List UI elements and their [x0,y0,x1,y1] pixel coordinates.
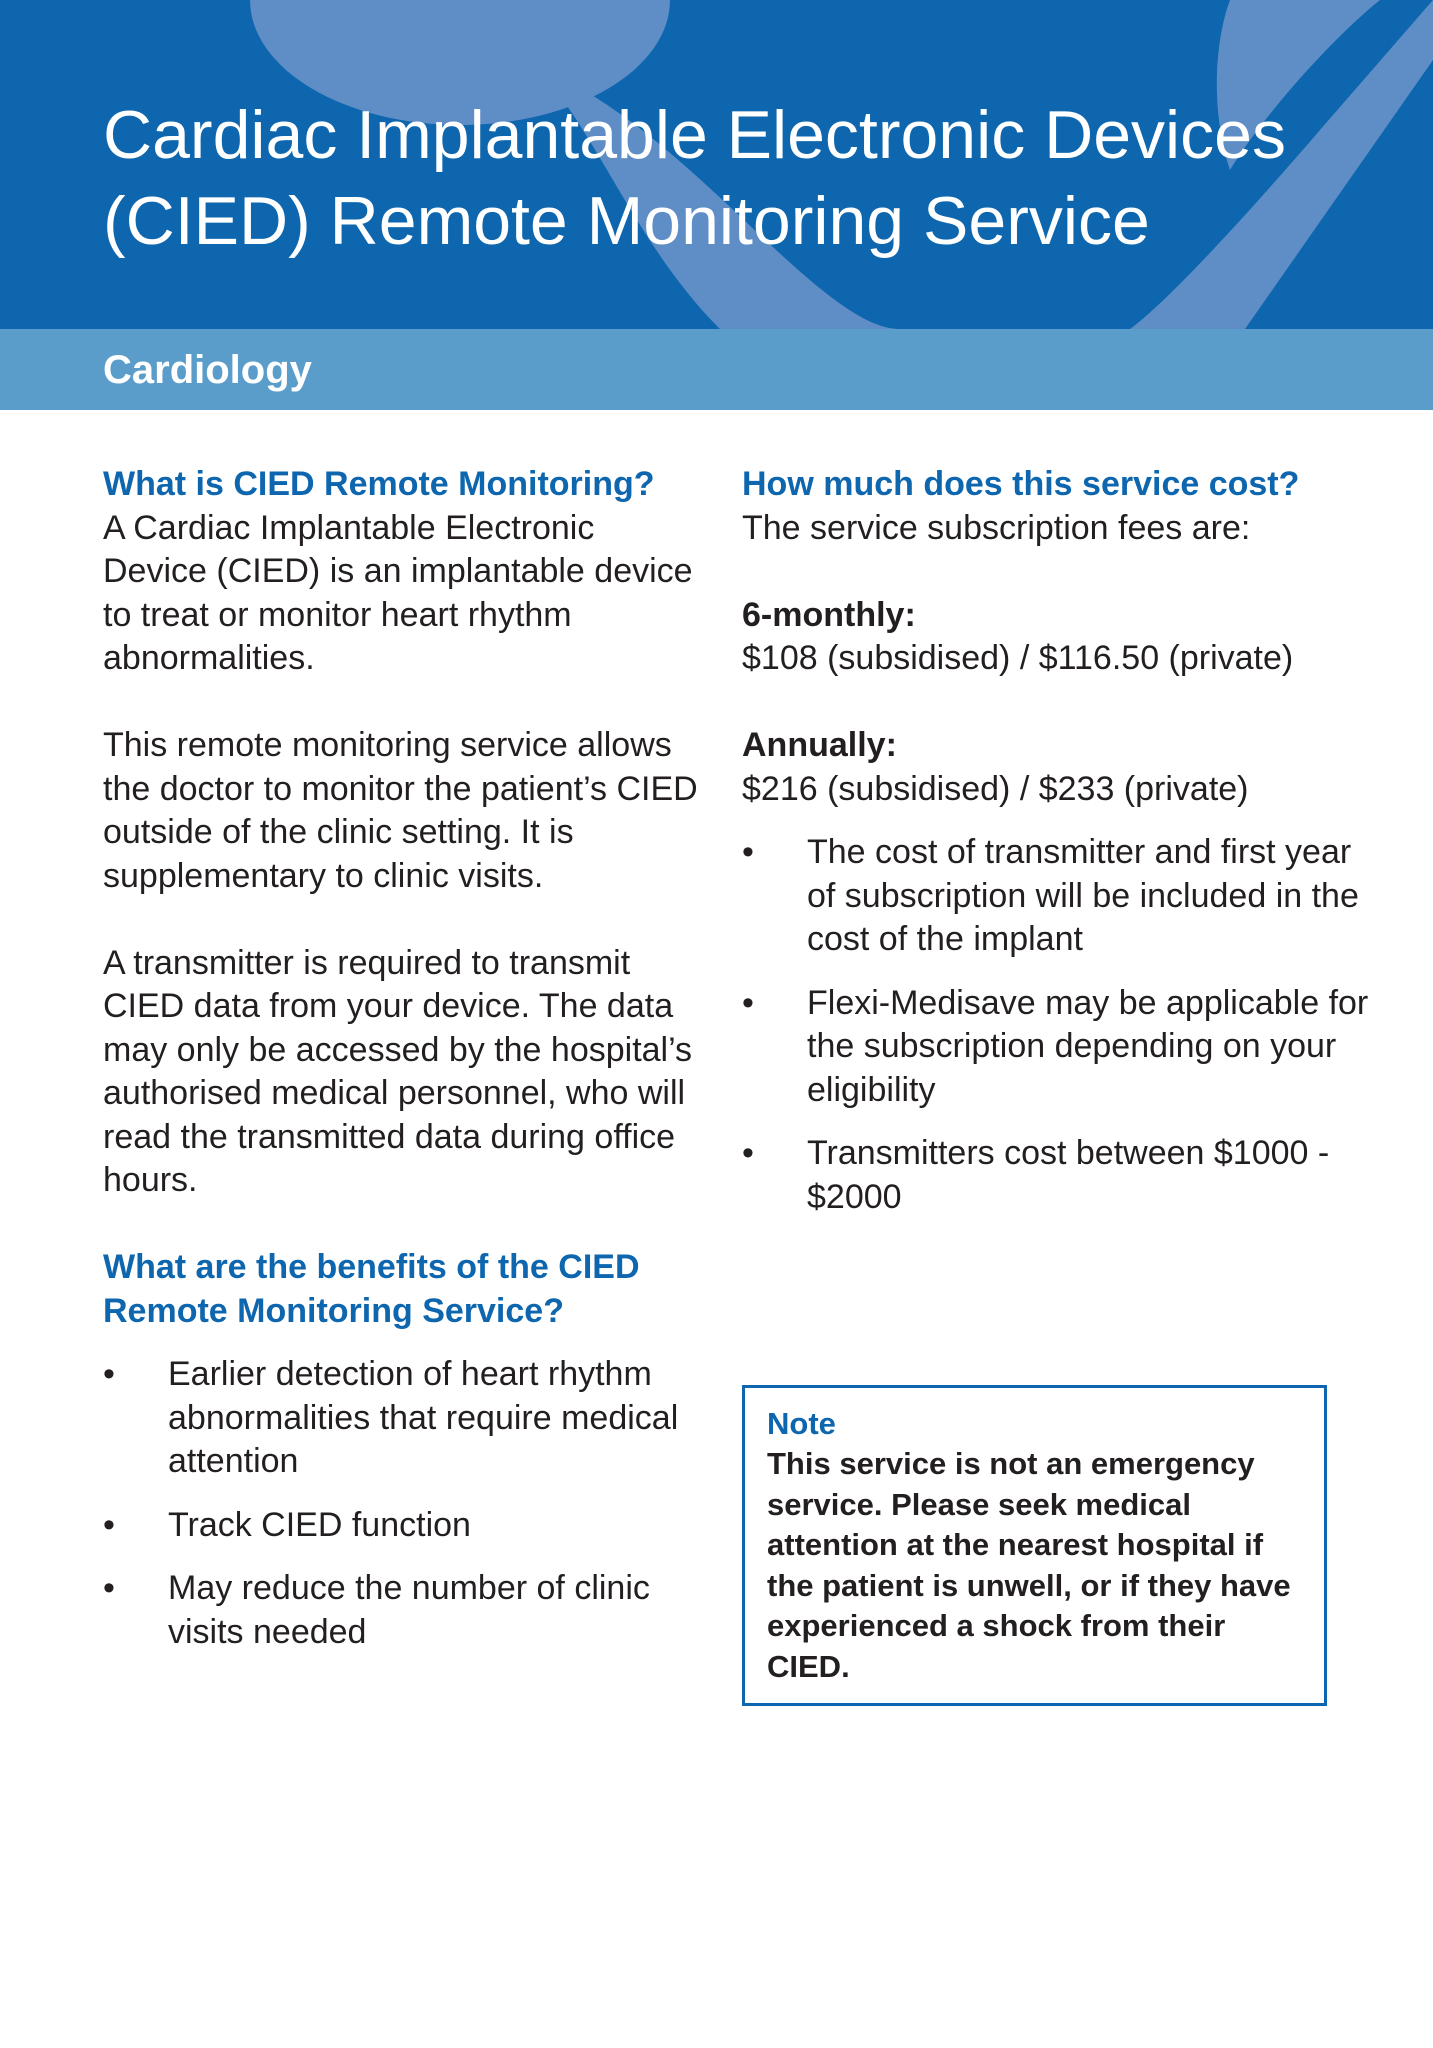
list-item-text: The cost of transmitter and first year of subscription will be included in the cost of the implant [807,833,1359,958]
six-monthly-fee: $108 (subsidised) / $116.50 (private) [742,639,1294,677]
annually-label: Annually: [742,726,897,764]
page-title-line2: (CIED) Remote Monitoring Service [103,183,1150,259]
list-item [103,1504,703,1548]
note-title: Note [767,1406,836,1441]
left-column [103,463,703,1654]
spacer [103,898,703,942]
benefits-list [103,1353,703,1654]
cost-intro: The service subscription fees are: [742,508,1251,547]
bullet-icon: • [103,1569,115,1607]
cost-notes-list [742,831,1382,1219]
bullet-icon: • [742,983,754,1022]
list-item [742,1132,1382,1219]
list-item [742,982,1382,1113]
list-item-text: Transmitters cost between $1000 - $2000 [807,1134,1330,1216]
monitoring-paragraph: This remote monitoring service allows the doctor to monitor the patient’s CIED outside of the clinic setting. It is supplementary to clinic visits. [103,726,698,895]
list-item [103,1567,703,1654]
intro-paragraph: A Cardiac Implantable Electronic Device (CIED) is an implantable device to treat or monitor heart rhythm abnormalities. [103,508,693,677]
spacer [742,681,1382,725]
list-item-text: May reduce the number of clinic visits needed [168,1569,650,1651]
spacer [103,681,703,725]
cost-heading: How much does this service cost? [742,465,1300,503]
what-is-heading: What is CIED Remote Monitoring? [103,465,655,503]
spacer [742,550,1382,594]
bullet-icon: • [742,1134,754,1172]
annually-fee: $216 (subsidised) / $233 (private) [742,769,1249,808]
transmitter-paragraph: A transmitter is required to transmit CIED data from your device. The data may only be accessed by the hospital’s authorised medical personnel, who will read the transmitted data during office hours. [103,943,693,1199]
list-item [103,1353,703,1484]
right-column [742,463,1382,1219]
bullet-icon: • [103,1505,115,1544]
spacer [103,1203,703,1247]
list-item-text: Flexi-Medisave may be applicable for the subscription depending on your eligibility [807,983,1369,1109]
bullet-icon: • [103,1355,115,1393]
note-box [742,1385,1327,1706]
benefits-heading: What are the benefits of the CIED Remote Monitoring Service? [103,1248,640,1330]
page-title-line1: Cardiac Implantable Electronic Devices [103,97,1286,173]
list-item-text: Track CIED function [168,1505,471,1544]
six-monthly-label: 6-monthly: [742,595,916,634]
department-label: Cardiology [103,348,312,392]
note-body: This service is not an emergency service. Please seek medical attention at the nearest hospital if the patient is unwell, or if they have experienced a shock from their CIED. [767,1446,1291,1684]
page-title [103,92,1403,264]
list-item [742,831,1382,962]
list-item-text: Earlier detection of heart rhythm abnormalities that require medical attention [168,1355,679,1480]
department-band [0,329,1433,410]
bullet-icon: • [742,833,754,871]
header-banner [0,0,1433,329]
